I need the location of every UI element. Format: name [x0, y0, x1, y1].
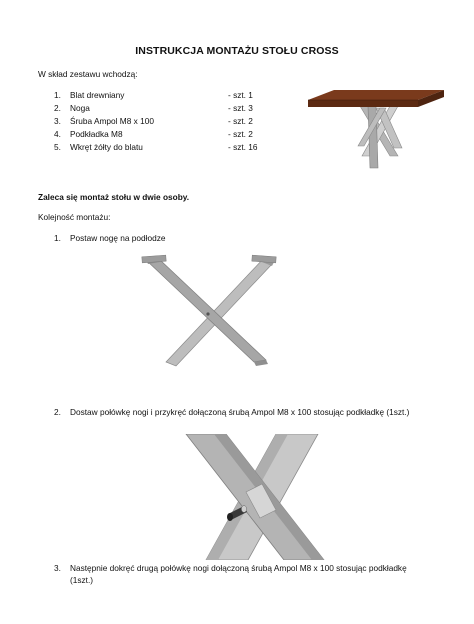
order-heading: Kolejność montażu: [38, 212, 111, 222]
item-quantity: - szt. 2 [228, 129, 253, 139]
item-name: Podkładka M8 [70, 129, 123, 139]
table-illustration [306, 86, 446, 178]
step-text-line1: Następnie dokręć drugą połówkę nogi dołączoną śrubą Ampol M8 x 100 stosując podkładkę [70, 563, 407, 573]
item-name: Wkręt żółty do blatu [70, 142, 143, 152]
item-number: 1. [54, 90, 61, 100]
step-2-illustration [178, 434, 330, 560]
item-quantity: - szt. 1 [228, 90, 253, 100]
item-quantity: - szt. 3 [228, 103, 253, 113]
item-name: Noga [70, 103, 90, 113]
recommendation-text: Zaleca się montaż stołu w dwie osoby. [38, 192, 190, 202]
step-number: 3. [54, 563, 61, 573]
item-number: 3. [54, 116, 61, 126]
item-number: 2. [54, 103, 61, 113]
item-number: 4. [54, 129, 61, 139]
item-name: Śruba Ampol M8 x 100 [70, 116, 154, 126]
document-title: INSTRUKCJA MONTAŻU STOŁU CROSS [135, 45, 339, 57]
item-name: Blat drewniany [70, 90, 125, 100]
item-quantity: - szt. 16 [228, 142, 258, 152]
step-2 [54, 407, 454, 419]
intro-text: W skład zestawu wchodzą: [38, 69, 138, 79]
item-number: 5. [54, 142, 61, 152]
step-number: 1. [54, 233, 61, 243]
step-1-illustration [138, 252, 278, 370]
step-text: Dostaw połówkę nogi i przykręć dołączoną śrubą Ampol M8 x 100 stosując podkładkę (1szt.) [70, 407, 410, 417]
step-3 [54, 563, 454, 587]
step-text: Postaw nogę na podłodze [70, 233, 166, 243]
step-text-line2: (1szt.) [70, 575, 94, 585]
item-quantity: - szt. 2 [228, 116, 253, 126]
step-number: 2. [54, 407, 61, 417]
step-1 [54, 233, 434, 245]
